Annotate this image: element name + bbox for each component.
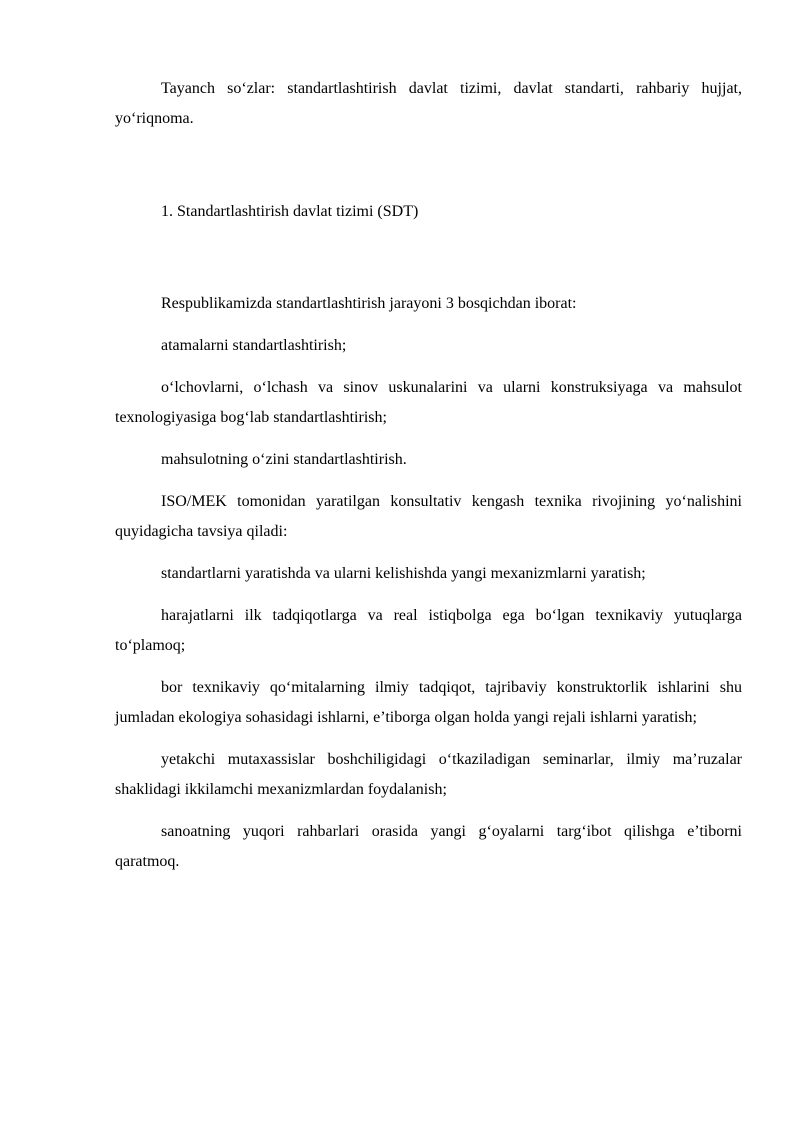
paragraph: mahsulotning o‘zini standartlashtirish. bbox=[161, 451, 407, 468]
paragraph: sanoatning yuqori rahbarlari orasida yangi g‘oyalarni targ‘ibot qilishga e’tiborni qaratmoq. bbox=[115, 823, 742, 870]
paragraph: yetakchi mutaxassislar boshchiligidagi o‘tkaziladigan seminarlar, ilmiy ma’ruzalar shaklidagi ikkilamchi mexanizmlardan foydalanish; bbox=[115, 751, 742, 798]
paragraph: bor texnikaviy qo‘mitalarning ilmiy tadqiqot, tajribaviy konstruktorlik ishlarini shu jumladan ekologiya sohasidagi ishlarni, e’tiborga olgan holda yangi rejali ishlarni yaratish; bbox=[115, 679, 742, 726]
paragraph: standartlarni yaratishda va ularni kelishishda yangi mexanizmlarni yaratish; bbox=[161, 565, 646, 582]
paragraph: Respublikamizda standartlashtirish jarayoni 3 bosqichdan iborat: bbox=[161, 295, 577, 312]
paragraph: ISO/MEK tomonidan yaratilgan konsultativ kengash texnika rivojining yo‘nalishini quyidagicha tavsiya qiladi: bbox=[115, 493, 742, 540]
paragraph: atamalarni standartlashtirish; bbox=[161, 337, 347, 354]
paragraph: harajatlarni ilk tadqiqotlarga va real istiqbolga ega bo‘lgan texnikaviy yutuqlarga to‘plamoq; bbox=[115, 607, 742, 654]
document-page bbox=[115, 74, 742, 889]
paragraph: o‘lchovlarni, o‘lchash va sinov uskunalarini va ularni konstruksiyaga va mahsulot texnologiyasiga bog‘lab standartlashtirish; bbox=[115, 379, 742, 426]
keywords-paragraph: Tayanch so‘zlar: standartlashtirish davlat tizimi, davlat standarti, rahbariy hujjat, yo‘riqnoma. bbox=[115, 80, 742, 127]
section-heading: 1. Standartlashtirish davlat tizimi (SDT) bbox=[161, 203, 419, 220]
